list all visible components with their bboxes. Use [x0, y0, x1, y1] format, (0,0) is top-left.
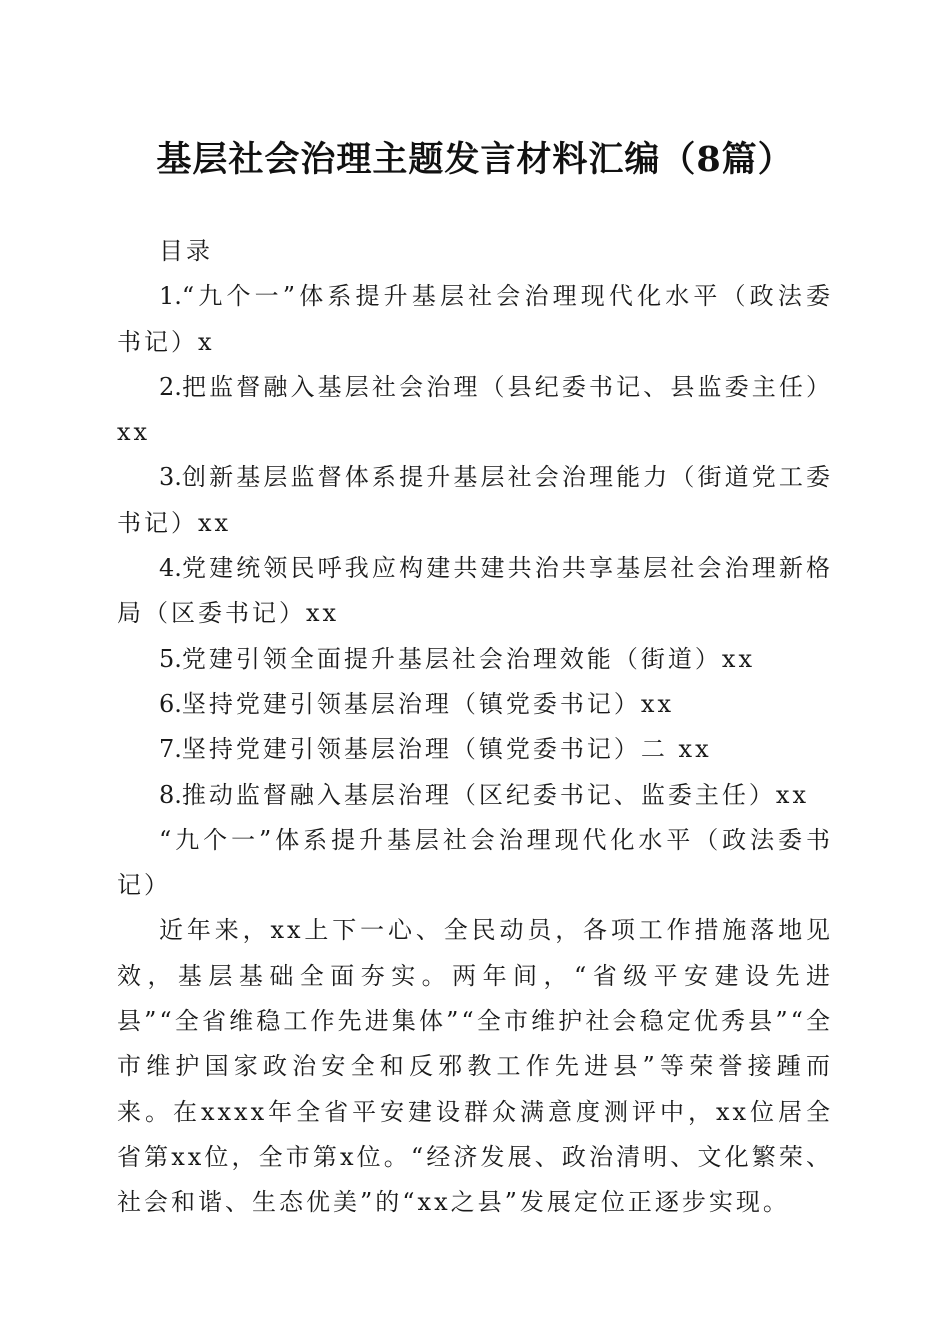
toc-item-text: 坚持党建引领基层治理（镇党委书记）二 xx	[181, 735, 712, 764]
toc-item-text: 推动监督融入基层治理（区纪委书记、监委主任）xx	[181, 780, 809, 809]
toc-item	[117, 682, 833, 727]
toc-item-number: 2.	[159, 372, 182, 401]
toc-item-text: 坚持党建引领基层治理（镇党委书记）xx	[181, 689, 674, 718]
toc-item	[117, 546, 833, 637]
document-body	[117, 229, 833, 1226]
toc-item	[117, 365, 833, 456]
toc-item	[117, 727, 833, 772]
section-title: “九个一”体系提升基层社会治理现代化水平（政法委书记）	[117, 825, 833, 900]
toc-item	[117, 637, 833, 682]
body-paragraph: 近年来，xx上下一心、全民动员，各项工作措施落地见效，基层基础全面夯实。两年间，“省级平安建设先进县”“全省维稳工作先进集体”“全市维护社会稳定优秀县”“全市维护国家政治安全和反邪教工作先进县”等荣誉接踵而来。在xxxx年全省平安建设群众满意度测评中，xx位居全省第xx位，全市第x位。“经济发展、政治清明、文化繁荣、社会和谐、生态优美”的“xx之县”发展定位正逐步实现。	[117, 916, 833, 1217]
toc-item-number: 8.	[159, 780, 182, 809]
toc-item	[117, 274, 833, 365]
document-title: 基层社会治理主题发言材料汇编（8篇）	[156, 139, 794, 180]
toc-item-text: 把监督融入基层社会治理（县纪委书记、县监委主任）xx	[117, 372, 833, 447]
toc-item-text: 创新基层监督体系提升基层社会治理能力（街道党工委书记）xx	[117, 463, 833, 537]
toc-item-number: 3.	[159, 463, 182, 492]
toc-item-number: 1.	[159, 282, 182, 311]
toc-item-number: 4.	[159, 554, 182, 583]
toc-item-number: 7.	[159, 735, 182, 764]
toc-item-text: “九个一”体系提升基层社会治理现代化水平（政法委书记）x	[117, 282, 833, 356]
toc-item	[117, 773, 833, 818]
toc-item-number: 6.	[159, 689, 182, 718]
toc-item-number: 5.	[159, 644, 182, 673]
toc-item-text: 党建统领民呼我应构建共建共治共享基层社会治理新格局（区委书记）xx	[117, 554, 833, 628]
toc-item	[117, 455, 833, 546]
toc-heading: 目录	[159, 237, 213, 265]
toc-item-text: 党建引领全面提升基层社会治理效能（街道）xx	[181, 644, 755, 673]
